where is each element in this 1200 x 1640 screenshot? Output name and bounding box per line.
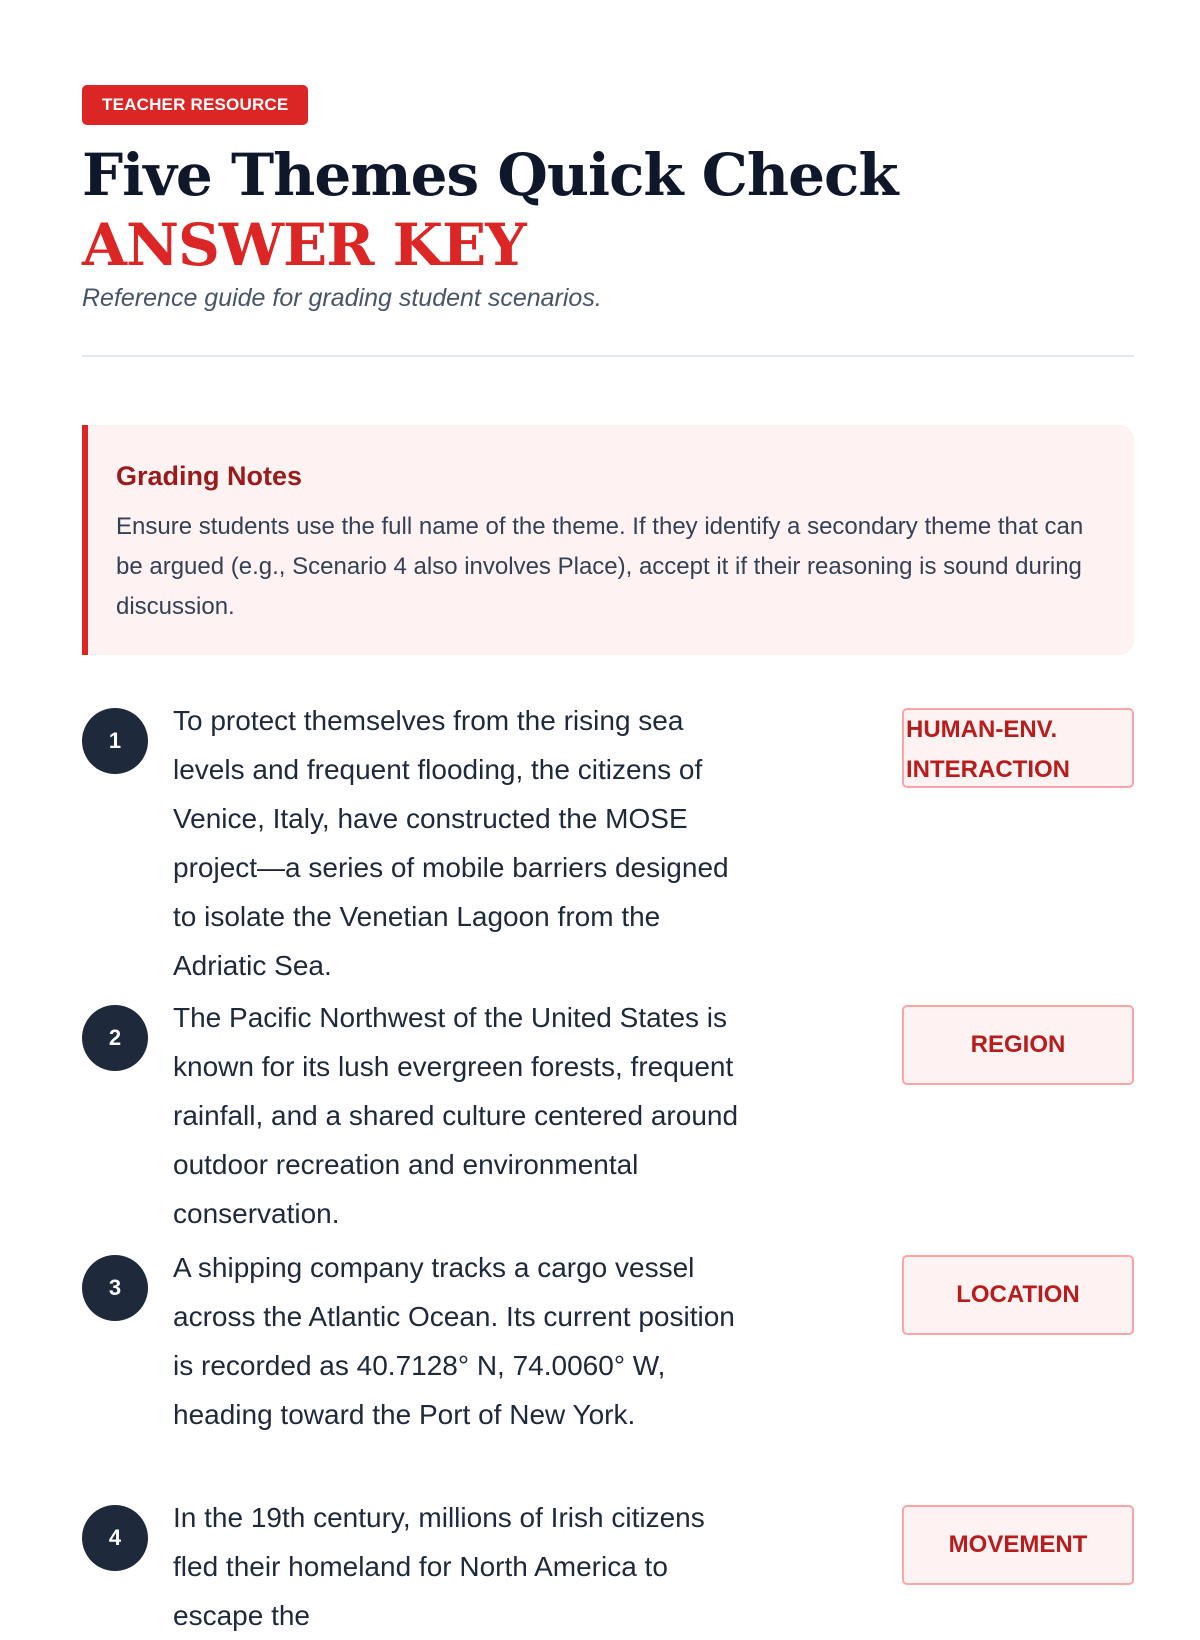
scenario-text: To protect themselves from the rising sea levels and frequent flooding, the citizens of Venice, Italy, have constructed the MOSE project—a series of mobile barriers designed to isolate the Venetian Lagoon from the Adriatic Sea.	[173, 705, 729, 981]
scenario-text: A shipping company tracks a cargo vessel across the Atlantic Ocean. Its current position is recorded as 40.7128° N, 74.0060° W, heading toward the Port of New York.	[173, 1252, 735, 1430]
scenario-number: 3	[82, 1255, 148, 1321]
scenario-answer: MOVEMENT	[902, 1505, 1134, 1585]
teacher-resource-badge: TEACHER RESOURCE	[82, 85, 308, 125]
header-divider	[82, 355, 1134, 357]
grading-notes-heading: Grading Notes	[116, 461, 303, 491]
scenario-answer: LOCATION	[902, 1255, 1134, 1335]
scenario-number: 4	[82, 1505, 148, 1571]
page-title	[82, 140, 1134, 280]
scenario-answer: REGION	[902, 1005, 1134, 1085]
title-accent: ANSWER KEY	[82, 211, 526, 279]
scenario-text: In the 19th century, millions of Irish citizens fled their homeland for North America to escape the	[173, 1502, 705, 1631]
grading-notes-callout	[82, 425, 1134, 655]
page-subtitle: Reference guide for grading student scenarios.	[82, 284, 602, 312]
scenario-text: The Pacific Northwest of the United States is known for its lush evergreen forests, frequent rainfall, and a shared culture centered around outdoor recreation and environmental conservation.	[173, 1002, 739, 1229]
title-main: Five Themes Quick Check	[82, 141, 898, 209]
scenario-answer: HUMAN-ENV. INTERACTION	[902, 708, 1134, 788]
grading-notes-body: Ensure students use the full name of the theme. If they identify a secondary theme that can be argued (e.g., Scenario 4 also involves Place), accept it if their reasoning is sound during discussion.	[116, 513, 1084, 620]
scenario-number: 1	[82, 708, 148, 774]
scenario-number: 2	[82, 1005, 148, 1071]
